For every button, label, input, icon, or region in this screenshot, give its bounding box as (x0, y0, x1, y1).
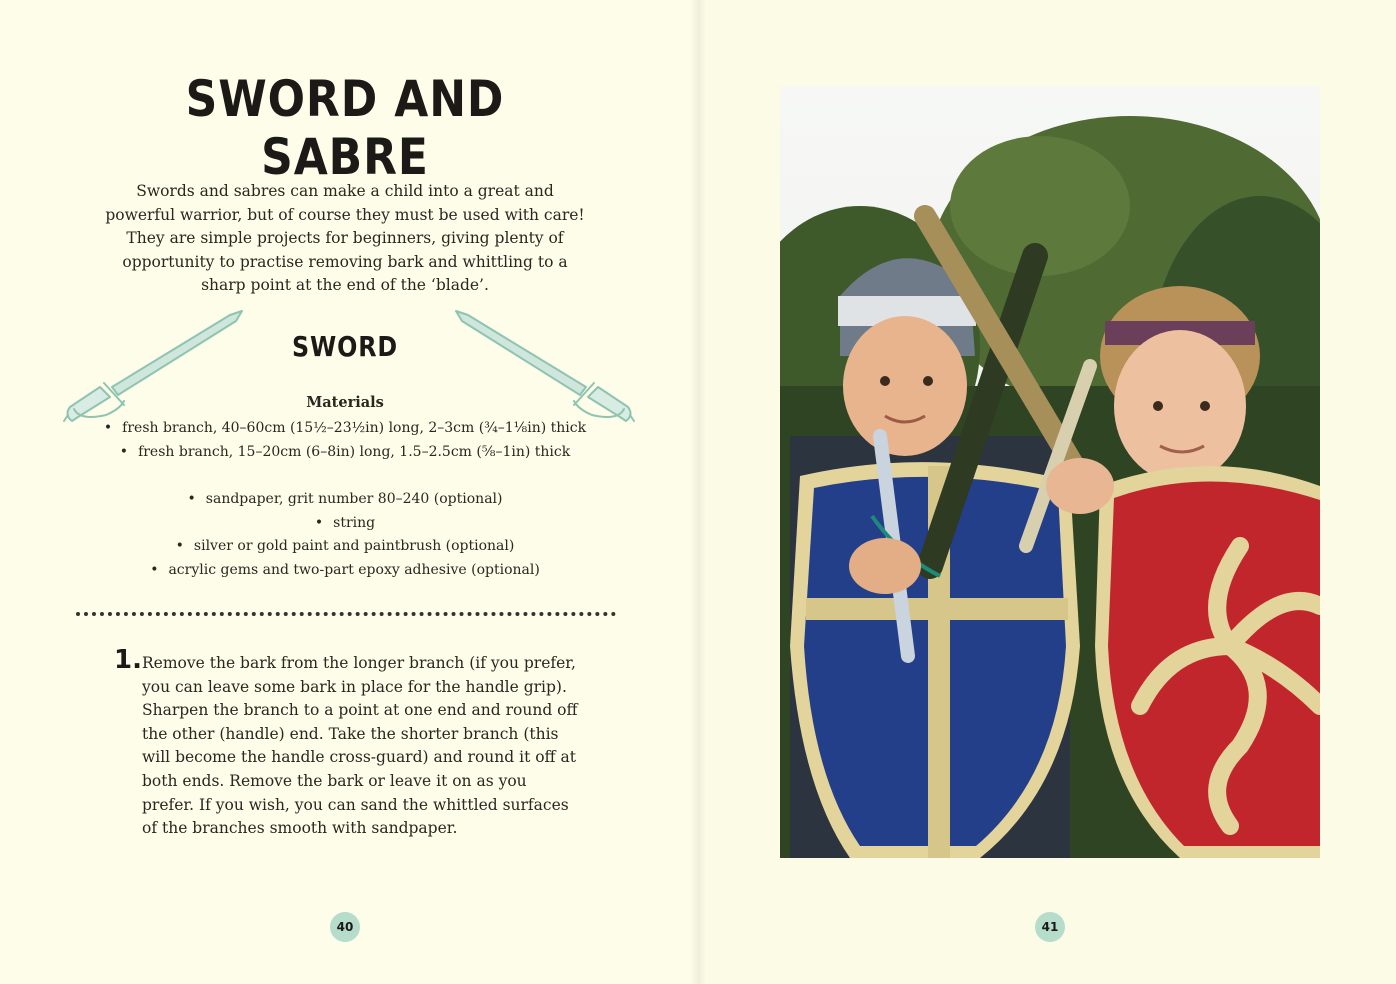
intro-paragraph: Swords and sabres can make a child into a great and powerful warrior, but of course they must be used with care! They are simple projects for beginners, giving plenty of opportunity to practise removing bark and whittling to a sharp point at the end of the ‘blade’. (105, 182, 585, 295)
list-item: • string (314, 514, 376, 531)
list-item: • sandpaper, grit number 80–240 (optional) (187, 491, 503, 508)
page-title: SWORD AND SABRE (185, 70, 505, 186)
section-heading: SWORD (292, 330, 398, 363)
materials-list (90, 417, 600, 583)
dotted-divider (76, 612, 616, 616)
list-item: • silver or gold paint and paintbrush (optional) (175, 538, 515, 555)
sword-illustration-left-icon (60, 305, 250, 435)
page-number-left: 40 (330, 912, 360, 942)
sword-illustration-right-icon (448, 305, 638, 435)
list-item: • fresh branch, 40–60cm (15½–23½in) long, 2–3cm (¾–1⅛in) thick (103, 420, 587, 436)
list-item: • fresh branch, 15–20cm (6–8in) long, 1.5–2.5cm (⅝–1in) thick (119, 443, 571, 460)
photo-children-with-swords-and-shields (780, 86, 1320, 858)
page-number-right: 41 (1035, 912, 1065, 942)
step-instructions: Remove the bark from the longer branch (if you prefer, you can leave some bark in place for the handle grip). Sharpen the branch to a point at one end and round off the other (handle) end. Take the shorter branch (this will become the handle cross-guard) and round it off at both ends. Remove the bark or leave it on as you prefer. If you wish, you can sand the whittled surfaces of the branches smooth with sandpaper. (142, 654, 578, 838)
list-item: • acrylic gems and two-part epoxy adhesive (optional) (150, 561, 540, 578)
book-gutter (690, 0, 706, 984)
materials-heading: Materials (306, 394, 384, 411)
step-number: 1. (114, 645, 142, 675)
